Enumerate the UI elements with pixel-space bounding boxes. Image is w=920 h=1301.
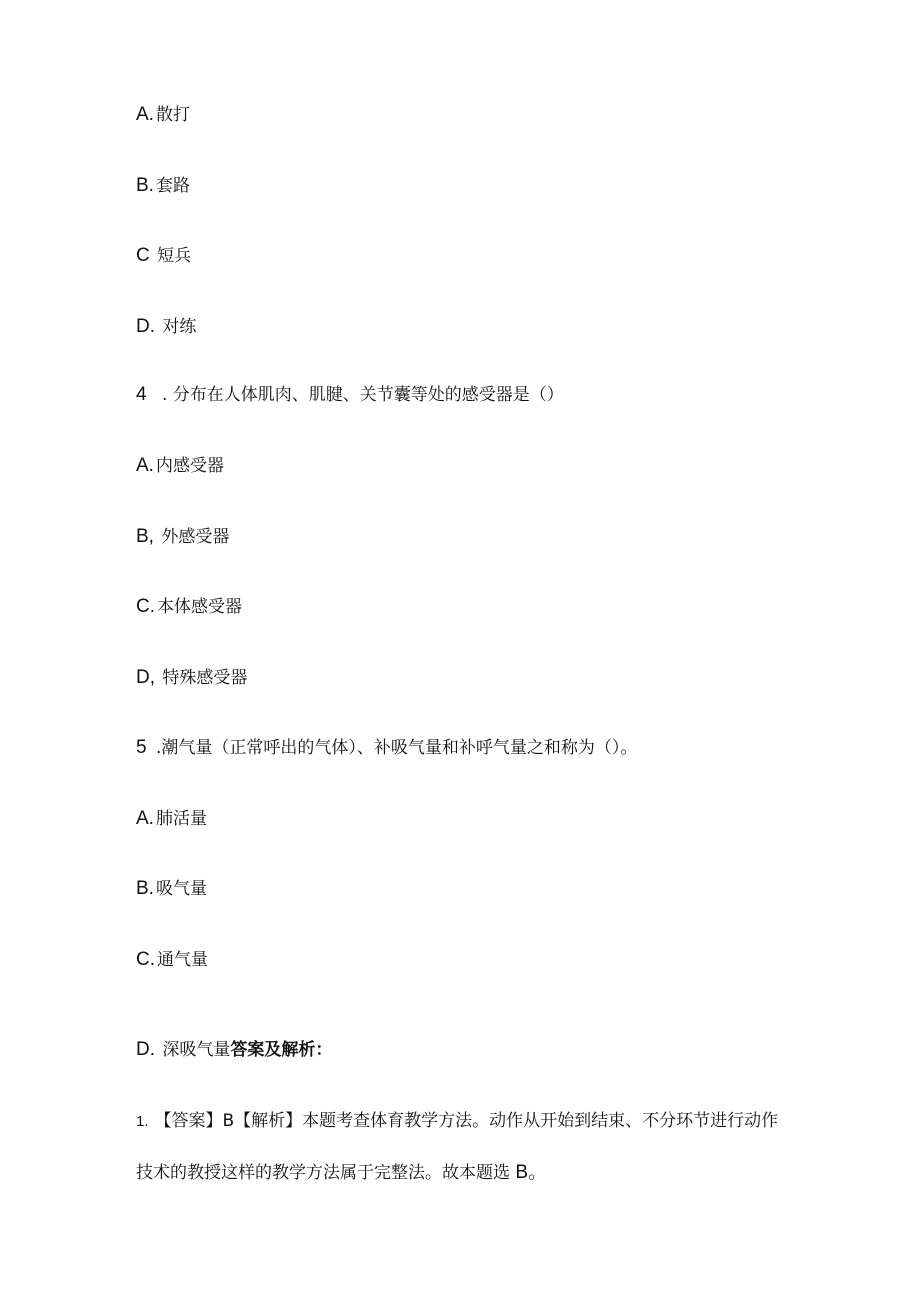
option-text: 本体感受器 bbox=[157, 597, 242, 617]
option-prefix: D. bbox=[136, 1039, 155, 1060]
option-prefix: C. bbox=[136, 596, 155, 617]
option-text: 外感受器 bbox=[161, 527, 230, 547]
q5-option-b bbox=[136, 878, 207, 900]
answer-heading: 答案及解析： bbox=[230, 1040, 333, 1060]
q5-option-c bbox=[136, 949, 208, 971]
q3-option-c bbox=[136, 245, 191, 267]
option-prefix: A. bbox=[136, 808, 154, 829]
answer-text: 技术的教授这样的教学方法属于完整法。故本题选 bbox=[136, 1163, 516, 1183]
option-prefix: D, bbox=[136, 667, 155, 688]
option-prefix: B, bbox=[136, 526, 154, 547]
q4-option-b bbox=[136, 526, 229, 548]
q5-option-d-and-answer-heading bbox=[136, 1039, 332, 1061]
option-prefix: C bbox=[136, 245, 150, 266]
answer-1-line-2 bbox=[136, 1162, 547, 1184]
option-text: 特殊感受器 bbox=[162, 668, 248, 688]
option-text: 对练 bbox=[162, 317, 197, 337]
option-prefix: B. bbox=[136, 175, 154, 196]
q4-option-c bbox=[136, 596, 242, 618]
question-text: . 分布在人体肌肉、肌腱、关节囊等处的感受器是（） bbox=[162, 385, 564, 405]
q4-option-a bbox=[136, 455, 224, 477]
q5-option-a bbox=[136, 808, 207, 830]
answer-choice: B。 bbox=[515, 1162, 548, 1183]
question-text: .潮气量（正常呼出的气体）、补吸气量和补呼气量之和称为（）。 bbox=[156, 738, 638, 758]
answer-number: 1. bbox=[136, 1113, 149, 1130]
option-prefix: A. bbox=[136, 455, 154, 476]
answer-1-line-1 bbox=[136, 1110, 778, 1133]
question-number: 5 bbox=[136, 737, 147, 758]
q3-option-b bbox=[136, 175, 190, 197]
option-text: 通气量 bbox=[157, 950, 208, 970]
option-prefix: C. bbox=[136, 949, 155, 970]
question-4 bbox=[136, 384, 564, 406]
option-text: 肺活量 bbox=[155, 809, 207, 829]
q3-option-d bbox=[136, 316, 196, 338]
answer-text: 【答案】B【解析】本题考查体育教学方法。动作从开始到结束、不分环节进行动作 bbox=[154, 1111, 779, 1131]
q4-option-d bbox=[136, 667, 247, 689]
option-text: 短兵 bbox=[157, 246, 192, 266]
option-text: 散打 bbox=[155, 105, 190, 125]
option-prefix: A. bbox=[136, 104, 154, 125]
option-prefix: D. bbox=[136, 316, 155, 337]
q3-option-a bbox=[136, 104, 190, 126]
option-text: 深吸气量 bbox=[162, 1040, 231, 1060]
option-text: 内感受器 bbox=[155, 456, 224, 476]
option-text: 套路 bbox=[155, 176, 190, 196]
question-5 bbox=[136, 737, 637, 759]
option-prefix: B. bbox=[136, 878, 154, 899]
question-number: 4 bbox=[136, 384, 147, 405]
option-text: 吸气量 bbox=[155, 879, 207, 899]
